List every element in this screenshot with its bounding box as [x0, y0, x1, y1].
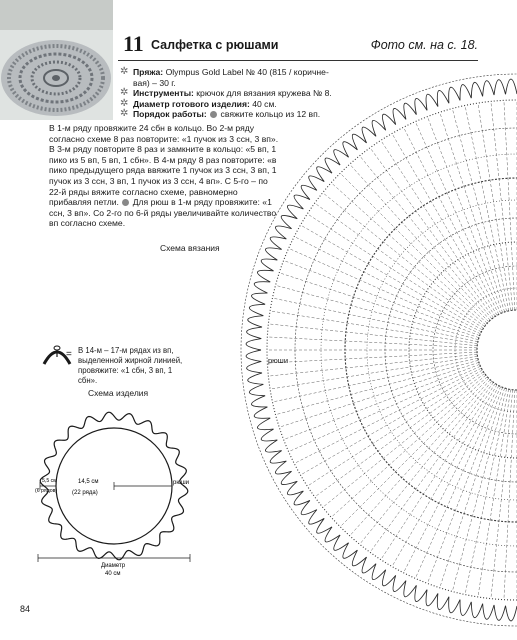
- chart-spoke: [289, 248, 481, 333]
- star-bullet-icon: ✲: [120, 66, 129, 77]
- chart-spoke: [340, 378, 488, 526]
- instructions-ruffles-rows: Со 2-го по 6-й ряды увеличивайте количество вп согласно схеме.: [49, 207, 277, 229]
- ruffle-arch: [471, 602, 482, 618]
- spec-text: Olympus Gold Label № 40 (815 / коричне-вая) – 30 г.: [133, 67, 329, 88]
- doily-photo: [0, 0, 113, 120]
- chart-spoke: [294, 237, 481, 332]
- page-number: 84: [20, 604, 31, 614]
- ruffle-arch: [257, 270, 273, 282]
- pattern-header: [118, 31, 478, 57]
- photo-reference: Фото см. на с. 18.: [370, 38, 478, 52]
- pattern-number: 11: [123, 31, 144, 56]
- ruffle-arch: [248, 373, 264, 384]
- chart-spokes: [267, 100, 517, 600]
- chart-spoke: [452, 389, 506, 592]
- ruffle-width-label: 5,5 см: [42, 478, 57, 484]
- chart-spoke: [370, 148, 493, 318]
- spec-label: Диаметр готового изделия:: [133, 98, 250, 109]
- spec-text: 40 см.: [252, 98, 277, 109]
- ruffle-arch: [252, 396, 268, 407]
- star-bullet-icon: ✲: [120, 87, 129, 99]
- ruffle-arch: [506, 79, 517, 94]
- ruffle-arch: [254, 407, 270, 418]
- ruffle-arch: [437, 593, 449, 609]
- ruffle-arch: [494, 80, 505, 95]
- chart-spoke: [404, 386, 499, 573]
- ruffle-arch: [252, 293, 268, 304]
- product-scheme-diagram: [32, 398, 192, 578]
- ruffle-arch: [248, 316, 264, 327]
- chart-spoke: [404, 127, 499, 314]
- ruffles-diagram-label: рюши: [173, 480, 190, 486]
- radius-label: 14,5 см: [78, 479, 99, 485]
- spec-label: Пряжа:: [133, 67, 164, 77]
- ruffle-arch: [471, 82, 482, 98]
- ruffle-arch: [426, 590, 438, 606]
- rows-label: (22 ряда): [72, 490, 98, 496]
- doily-photo-image: [0, 0, 113, 120]
- chart-spoke: [440, 112, 505, 312]
- ruffle-arch: [437, 90, 449, 106]
- chart-spoke: [279, 273, 479, 338]
- ruffle-arch: [460, 600, 471, 616]
- chart-spoke: [279, 362, 479, 427]
- chart-spoke: [323, 193, 486, 325]
- ruffle-arch: [460, 85, 471, 101]
- stitch-note: В 14-м – 17-м рядах из вп, выделенной жирной линией, провяжите: «1 сбн, 3 вп, 1 сбн».: [78, 346, 183, 385]
- ruffle-arch: [449, 87, 460, 103]
- chart-spoke: [323, 375, 486, 507]
- equals-sign: =: [66, 349, 72, 360]
- ruffle-arch: [246, 339, 261, 350]
- ruffle-arch: [506, 606, 517, 621]
- ruffle-arch: [426, 94, 438, 110]
- star-bullet-icon: ✲: [120, 97, 129, 109]
- chart-spoke: [276, 360, 479, 414]
- diameter-label: Диаметр: [101, 563, 126, 569]
- chart-spoke: [360, 156, 492, 319]
- spec-label: Инструменты:: [133, 88, 194, 99]
- ruffle-arch: [246, 350, 261, 361]
- ruffle-arch: [261, 429, 277, 441]
- ruffle-arch: [404, 103, 417, 119]
- spec-text: крючок для вязания кружева № 8.: [196, 88, 332, 99]
- chart-spoke: [276, 285, 479, 339]
- star-bullet-icon: ✲: [120, 108, 129, 120]
- diameter-value: 40 см: [105, 571, 121, 577]
- chart-spoke: [315, 203, 485, 326]
- pattern-title: Салфетка с рюшами: [151, 38, 279, 52]
- ruffle-arch: [449, 597, 460, 613]
- ruffle-arch: [404, 581, 417, 597]
- ruffle-arch: [415, 98, 427, 114]
- ruffle-arch: [257, 418, 273, 430]
- ruffle-arch: [494, 605, 505, 620]
- spec-text: свяжите кольцо из 12 вп.: [220, 109, 321, 120]
- crochet-chart: [190, 60, 517, 640]
- chart-ring: [477, 310, 517, 390]
- chart-spoke: [440, 388, 505, 588]
- ruffle-arch: [415, 585, 427, 601]
- chart-spoke: [370, 382, 493, 552]
- ruffle-arch: [249, 304, 265, 315]
- chart-spoke: [294, 368, 481, 463]
- chart-spoke: [415, 387, 500, 579]
- ruffle-arch: [270, 451, 286, 464]
- ruffle-arch: [265, 248, 281, 260]
- product-scheme-caption: Схема изделия: [88, 388, 149, 398]
- ruffle-arch: [270, 237, 286, 250]
- ruffle-arch: [261, 259, 277, 271]
- ruffle-rows-label: (6 рядов): [35, 488, 58, 494]
- ruffle-arch: [247, 327, 262, 338]
- instructions-ruffles: Для рюш в 1-м ряду провяжите: «1 ссн, 3 вп».: [49, 197, 272, 218]
- chart-spoke: [360, 381, 492, 544]
- spec-label: Порядок работы:: [133, 109, 207, 120]
- ruffles-label: рюши: [268, 356, 289, 365]
- ruffle-arch: [483, 604, 494, 620]
- ruffle-arch: [254, 282, 270, 293]
- ruffle-arch: [483, 81, 494, 97]
- chart-spoke: [415, 122, 500, 314]
- knitting-scheme-caption: Схема вязания: [160, 243, 220, 253]
- instructions-main: В 1-м ряду провяжите 24 сбн в кольцо. Во 2-м ряду согласно схеме 8 раз повторите: «1 пучок из 3 ссн, 3 вп». В 3-м ряду повторите 8 раз и замкните в кольцо: «5 вп, 1 пико из 5 вп, 5 вп, 1 сбн». В 4-м ряду 8 раз повторите: «в пико предыдущего ряда ввяжите 1 пучок из 3 ссн, 3 вп, 1 пучок из 3 ссн, 3 вп, 1 пучок из 3 ссн, 4 вп». С 5-го – по 22-й ряды вяжите согласно схеме, равномерно прибавляя петли.: [49, 123, 279, 208]
- chart-spoke: [340, 173, 488, 321]
- ruffle-arch: [247, 361, 262, 372]
- chart-spoke: [289, 366, 481, 451]
- ruffle-arch: [249, 384, 265, 395]
- circle-bullet-icon: [122, 199, 129, 206]
- chart-spoke: [452, 109, 506, 312]
- ruffle-arch: [265, 440, 281, 452]
